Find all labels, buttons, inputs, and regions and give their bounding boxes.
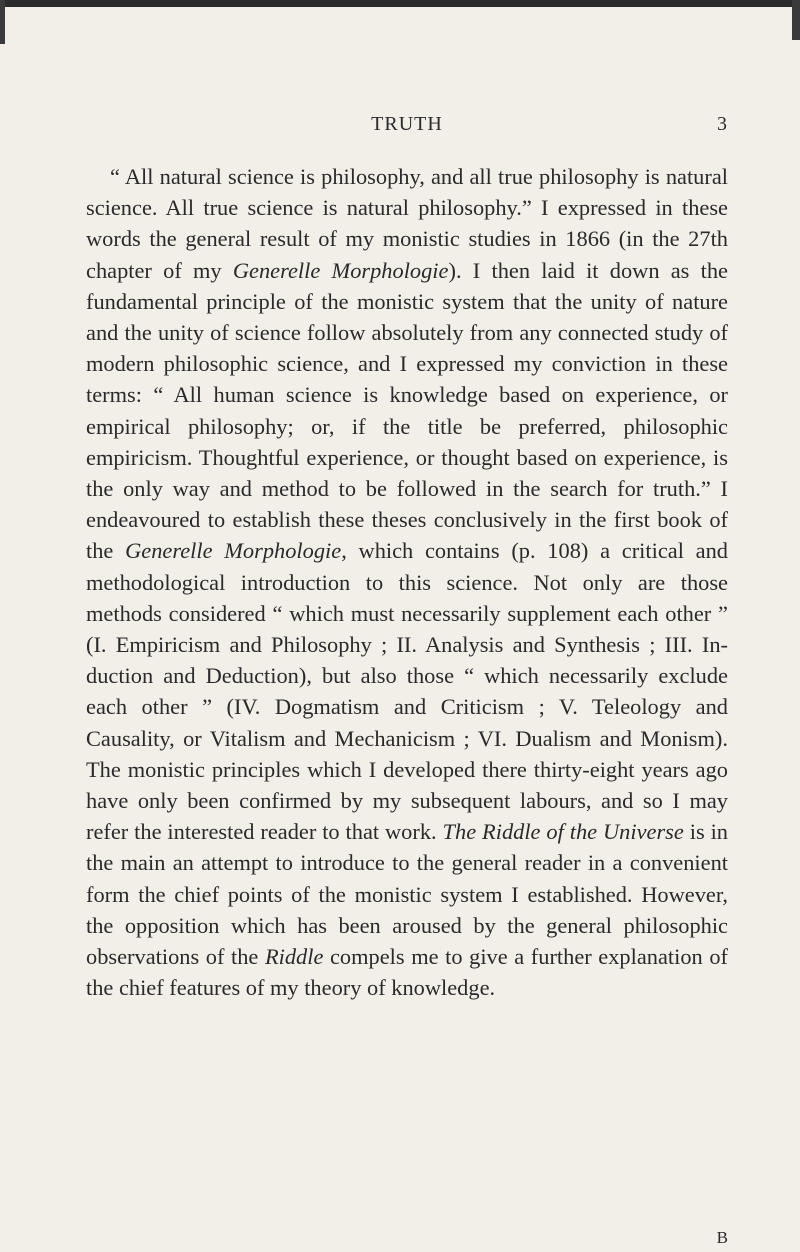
text-run-1: “ All natural science is philosophy, and all true philosophy is natural science. All true science is natural philosophy.” I expressed in these words the general result of my monistic studies in 1866 (in the 27th chapter of my [86,164,728,283]
text-run-4: is in the main an attempt to introduce to the general reader in a convenient form the chief points of the monistic system I established. However, the opposition which has been aroused by the general philosophic observations of the [86,819,728,970]
italic-title-generelle-morphologie-1: Generelle Morphologie [232,257,449,283]
signature-mark: B [716,1228,728,1247]
text-run-3: , which contains (p. 108) a critical and methodological introduction to this science. Not only are those methods considered “ which must necessarily supplement each other ” (I. Empiricism and Philosophy ; II. Analysis and Synthesis ; III. Induction and Deduction), but also those “ which necessarily exclude each other ” (IV. Dogmatism and Criticism ; V. Teleology and Causality, or Vitalism and Mechanicism ; VI. Dualism and Monism). The monistic principles which I developed there thirty-eight years ago have only been confirmed by my subsequent labours, and so I may refer the interested reader to that work. [86,538,728,845]
running-title: TRUTH [371,113,443,135]
body-paragraph [86,161,728,1003]
italic-title-riddle-of-the-universe: The Riddle of the Universe [442,819,684,845]
text-run-5: compels me to give a further explanation of the chief features of my theory of knowledge. [86,944,728,1001]
text-run-2: ). I then laid it down as the fundamental principle of the monistic system that the unity of nature and the unity of science follow absolutely from any connected study of modern philosophic science, and I expressed my conviction in these terms: “ All human science is knowledge based on experience, or empirical philosophy; or, if the title be preferred, philosophic empiricism. Thoughtful experience, or thought based on experience, is the only way and method to be followed in the search for truth.” I endeavoured to establish these theses conclusively in the first book of the [86,257,728,564]
italic-title-riddle: Riddle [264,944,324,970]
italic-title-generelle-morphologie-2: Generelle Morphologie [125,538,342,564]
scan-border-top [0,0,800,7]
scan-border-right [792,0,800,40]
page-number: 3 [717,113,728,135]
book-page [86,113,728,1248]
running-head [86,113,728,143]
scan-border-left [0,0,5,44]
